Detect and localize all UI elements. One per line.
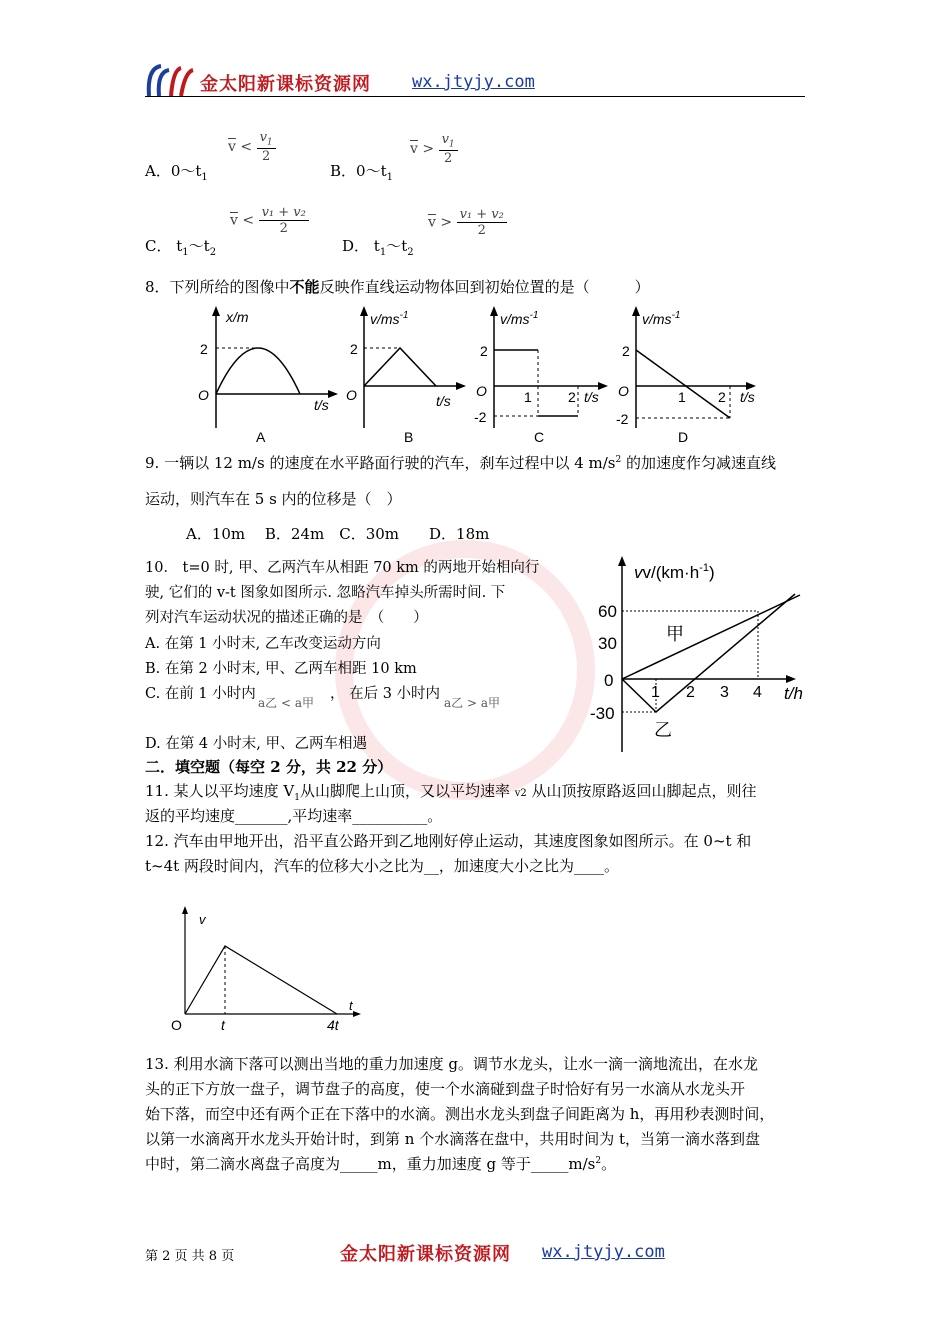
section-title-fill-blank: 二．填空题（每空 2 分，共 22 分） (145, 758, 393, 776)
svg-text:2: 2 (480, 343, 488, 359)
header-url-link[interactable]: wx.jtyjy.com (412, 72, 535, 92)
svg-text:O: O (618, 383, 629, 399)
q10-line2: 驶, 它们的 v-t 图象如图所示. 忽略汽车掉头所需时间. 下 (145, 585, 506, 601)
q10-option-b: B. 在第 2 小时末, 甲、乙两车相距 10 km (145, 661, 417, 677)
q7-c-formula: $\overline{v}$ < $\frac{\text{v₁ + v₂}}{2}$ (230, 205, 309, 236)
q10-vt-graph (590, 556, 810, 756)
q8-graph-a (192, 304, 342, 446)
svg-text:4: 4 (753, 684, 762, 701)
svg-text:D: D (678, 429, 689, 445)
q10-option-d: D. 在第 4 小时末, 甲、乙两车相遇 (145, 736, 367, 752)
svg-text:-30: -30 (590, 704, 615, 723)
svg-text:x/m: x/m (226, 309, 249, 325)
footer-brand: 金太阳新课标资源网 (340, 1244, 511, 1265)
svg-text:乙: 乙 (654, 720, 672, 740)
svg-text:0: 0 (604, 671, 614, 690)
q10-option-c: C. 在前 1 小时内 (145, 686, 256, 702)
header-brand: 金太阳新课标资源网 (200, 74, 371, 95)
q12-line1: 12. 汽车由甲地开出，沿平直公路开到乙地刚好停止运动，其速度图象如图所示。在 0~t 和 (145, 832, 752, 850)
q7-a-formula: $\overline{v}$ < $\frac{v_1}{2}$ (228, 130, 276, 164)
q12-line2: t~4t 两段时间内，汽车的位移大小之比为__，加速度大小之比为____。 (145, 857, 619, 875)
header-rule (145, 96, 805, 97)
svg-text:2: 2 (718, 389, 726, 405)
svg-text:60: 60 (598, 602, 617, 621)
q9-options: A．10m B．24m C．30m D．18m (186, 525, 490, 543)
q13-line1: 13. 利用水滴下落可以测出当地的重力加速度 g。调节水龙头，让水一滴一滴地流出，在水龙 (145, 1055, 758, 1073)
svg-text:4t: 4t (327, 1017, 339, 1033)
svg-text:-2: -2 (474, 409, 487, 425)
svg-text:2: 2 (200, 341, 208, 357)
svg-text:2: 2 (568, 389, 576, 405)
svg-text:30: 30 (598, 634, 617, 653)
q10-c-formula1: a乙 < a甲 (258, 696, 314, 710)
svg-text:t: t (221, 1017, 225, 1033)
q13-line5: 中时，第二滴水离盘子高度为_____m，重力加速度 g 等于$\_\_\_\_\_m/s^2$。 (145, 1155, 617, 1173)
footer-page-number: 第 2 页 共 8 页 (145, 1249, 235, 1264)
q9-line2: 运动，则汽车在 5 s 内的位移是（ ） (145, 490, 402, 508)
q8-question: 8．下列所给的图像中不能反映作直线运动物体回到初始位置的是（ ） (145, 278, 650, 296)
svg-text:t: t (349, 998, 353, 1013)
svg-text:t/s: t/s (436, 393, 451, 409)
svg-text:v/ms-1: $v/ms^{-1}$ (500, 310, 539, 327)
svg-text:O: O (198, 387, 209, 403)
svg-text:v/ms-1: $v/ms^{-1}$ (642, 310, 681, 327)
svg-text:B: B (404, 429, 414, 445)
q11-line2: 返的平均速度_______,平均速率__________。 (145, 807, 443, 825)
q10-option-c-cont: ， 在后 3 小时内 (330, 686, 441, 702)
q10-c-formula2: a乙 > a甲 (444, 696, 500, 710)
svg-text:1: 1 (678, 389, 686, 405)
svg-text:O: O (171, 1017, 182, 1033)
svg-text:v/ms-1: $v/ms^{-1}$ (370, 310, 409, 327)
q10-line3: 列对汽车运动状况的描述正确的是 （ ） (145, 610, 428, 626)
q7-option-a: A．$0\sim t_1$ (145, 162, 208, 183)
q8-graph-c (470, 304, 610, 446)
q13-line4: 以第一水滴离开水龙头开始计时，到第 n 个水滴落在盘中，共用时间为 t，当第一滴水落到盘 (145, 1130, 760, 1148)
svg-text:2: 2 (686, 684, 695, 701)
q13-line3: 始下落，而空中还有两个正在下落中的水滴。测出水龙头到盘子间距离为 h，再用秒表测时间， (145, 1105, 775, 1123)
svg-text:1: 1 (524, 389, 532, 405)
svg-text:-2: -2 (616, 411, 629, 427)
q7-option-b: B．$0\sim t_1$ (330, 162, 393, 183)
svg-text:t/h: t/h (784, 684, 803, 703)
q10-option-a: A. 在第 1 小时末, 乙车改变运动方向 (145, 636, 381, 652)
q8-graph-d (612, 304, 762, 446)
svg-text:2: 2 (622, 343, 630, 359)
svg-text:A: A (256, 429, 266, 445)
svg-text:vv/(km·h-1): $vv/(km\cdot h^{-1})$ (634, 562, 715, 582)
svg-text:t/s: t/s (314, 397, 329, 413)
q8-graph-b (340, 304, 470, 446)
svg-text:3: 3 (720, 684, 729, 701)
q13-line2: 头的正下方放一盘子，调节盘子的高度，使一个水滴碰到盘子时恰好有另一水滴从水龙头开 (145, 1080, 746, 1098)
svg-text:C: C (534, 429, 545, 445)
svg-text:2: 2 (350, 341, 358, 357)
svg-text:t/s: t/s (584, 389, 599, 405)
q10-line1: 10． t=0 时, 甲、乙两汽车从相距 70 km 的两地开始相向行 (145, 560, 540, 576)
q7-d-formula: $\overline{v}$ > $\frac{\text{v₁ + v₂}}{2}$ (428, 207, 507, 238)
svg-text:t/s: t/s (740, 389, 755, 405)
q7-option-d: D． $t_1\sim t_2$ (342, 237, 414, 258)
svg-text:1: 1 (651, 684, 660, 701)
q9-line1: 9. 一辆以 12 m/s 的速度在水平路面行驶的汽车，刹车过程中以 4 $m/s^2$ 的加速度作匀减速直线 (145, 454, 777, 472)
q11-line1: 11. 某人以平均速度 $V_1$从山脚爬上山顶，又以平均速率 v2 从山顶按原路返回山脚起点，则往 (145, 782, 757, 803)
svg-text:O: O (476, 383, 487, 399)
svg-text:O: O (346, 387, 357, 403)
logo-icon (143, 60, 199, 100)
svg-text:v: v (199, 912, 206, 927)
q7-b-formula: $\overline{v}$ > $\frac{v_1}{2}$ (410, 132, 458, 166)
q7-option-c: C． $t_1\sim t_2$ (145, 237, 217, 258)
q12-vt-graph (165, 904, 365, 1034)
svg-text:甲: 甲 (666, 624, 684, 644)
footer-url-link[interactable]: wx.jtyjy.com (542, 1242, 665, 1262)
